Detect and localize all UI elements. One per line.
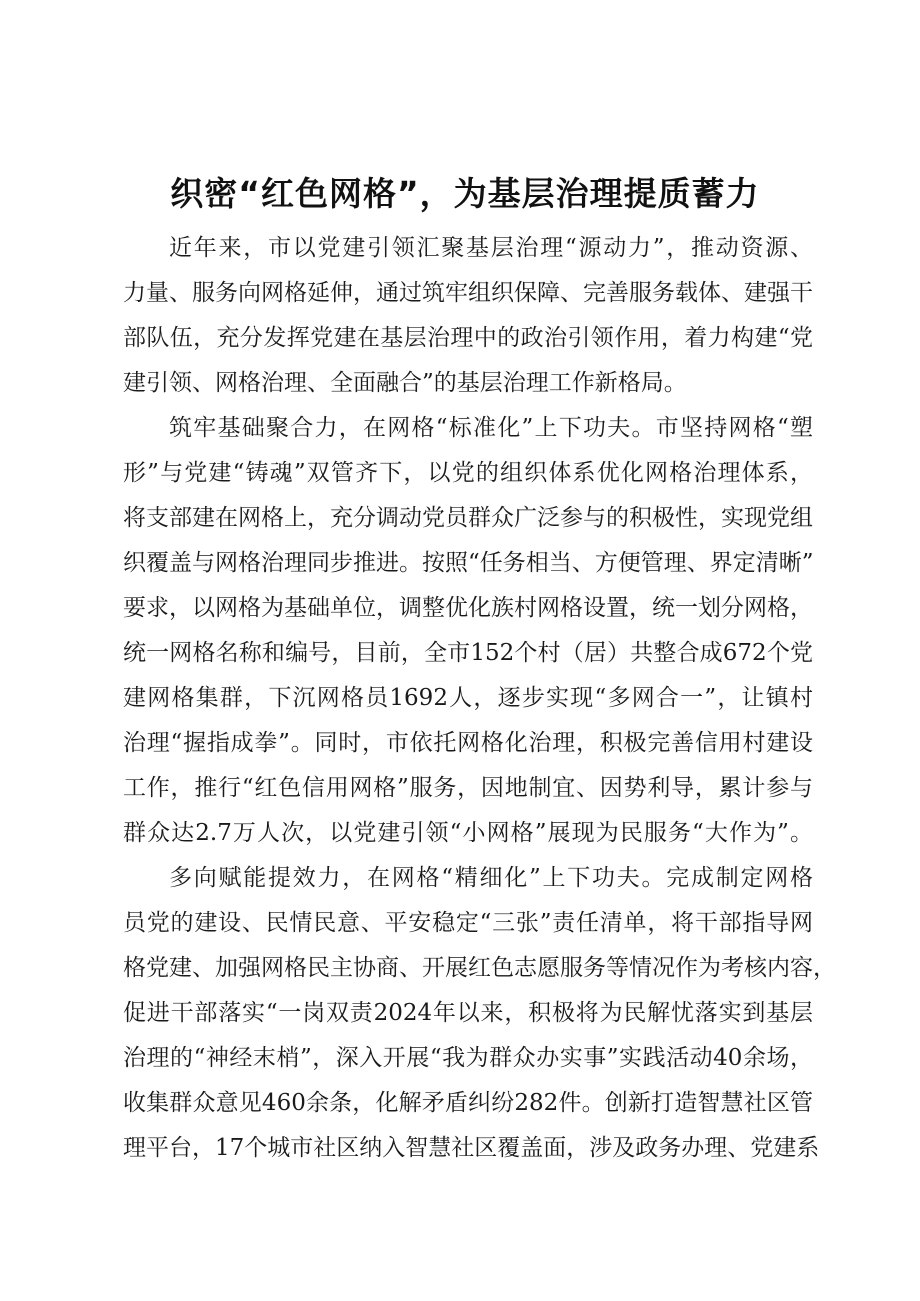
document-title: 织密“红色网格”，为基层治理提质蓄力 (170, 174, 760, 213)
paragraph-line: 建引领、网格治理、全面融合”的基层治理工作新格局。 (123, 370, 687, 396)
paragraph-line: 近年来，市以党建引领汇聚基层治理“源动力”，推动资源、 (169, 235, 813, 261)
paragraph-1 (123, 226, 813, 406)
paragraph-line: 理平台，17个城市社区纳入智慧社区覆盖面，涉及政务办理、党建系 (123, 1135, 820, 1161)
paragraph-line: 力量、服务向网格延伸，通过筑牢组织保障、完善服务载体、建强干 (123, 280, 813, 306)
paragraph-line: 促进干部落实“一岗双责2024年以来，积极将为民解忧落实到基层 (123, 1000, 813, 1026)
paragraph-line: 多向赋能提效力，在网格“精细化”上下功夫。完成制定网格 (169, 865, 813, 891)
paragraph-2 (123, 406, 813, 856)
paragraph-line: 统一网格名称和编号，目前，全市152个村（居）共整合成672个党 (123, 640, 813, 666)
paragraph-line: 格党建、加强网格民主协商、开展红色志愿服务等情况作为考核内容， (123, 955, 836, 981)
paragraph-line: 筑牢基础聚合力，在网格“标准化”上下功夫。市坚持网格“塑 (169, 415, 813, 441)
paragraph-line: 员党的建设、民情民意、平安稳定“三张”责任清单，将干部指导网 (123, 910, 813, 936)
paragraph-line: 织覆盖与网格治理同步推进。按照“任务相当、方便管理、界定清晰” (123, 550, 814, 576)
paragraph-line: 建网格集群，下沉网格员1692人，逐步实现“多网合一”，让镇村 (123, 685, 813, 711)
paragraph-line: 群众达2.7万人次，以党建引领“小网格”展现为民服务“大作为”。 (123, 820, 813, 846)
paragraph-line: 工作，推行“红色信用网格”服务，因地制宜、因势利导，累计参与 (123, 775, 813, 801)
paragraph-line: 收集群众意见460余条，化解矛盾纠纷282件。创新打造智慧社区管 (123, 1090, 813, 1116)
paragraph-line: 治理的“神经末梢”，深入开展“我为群众办实事”实践活动40余场， (123, 1045, 813, 1071)
paragraph-line: 部队伍，充分发挥党建在基层治理中的政治引领作用，着力构建“党 (123, 325, 813, 351)
paragraph-line: 形”与党建“铸魂”双管齐下，以党的组织体系优化网格治理体系， (123, 460, 813, 486)
document-body (123, 226, 836, 1171)
paragraph-3 (123, 856, 836, 1171)
paragraph-line: 治理“握指成拳”。同时，市依托网格化治理，积极完善信用村建设 (123, 730, 813, 756)
paragraph-line: 将支部建在网格上，充分调动党员群众广泛参与的积极性，实现党组 (123, 505, 813, 531)
paragraph-line: 要求，以网格为基础单位，调整优化族村网格设置，统一划分网格， (123, 595, 813, 621)
